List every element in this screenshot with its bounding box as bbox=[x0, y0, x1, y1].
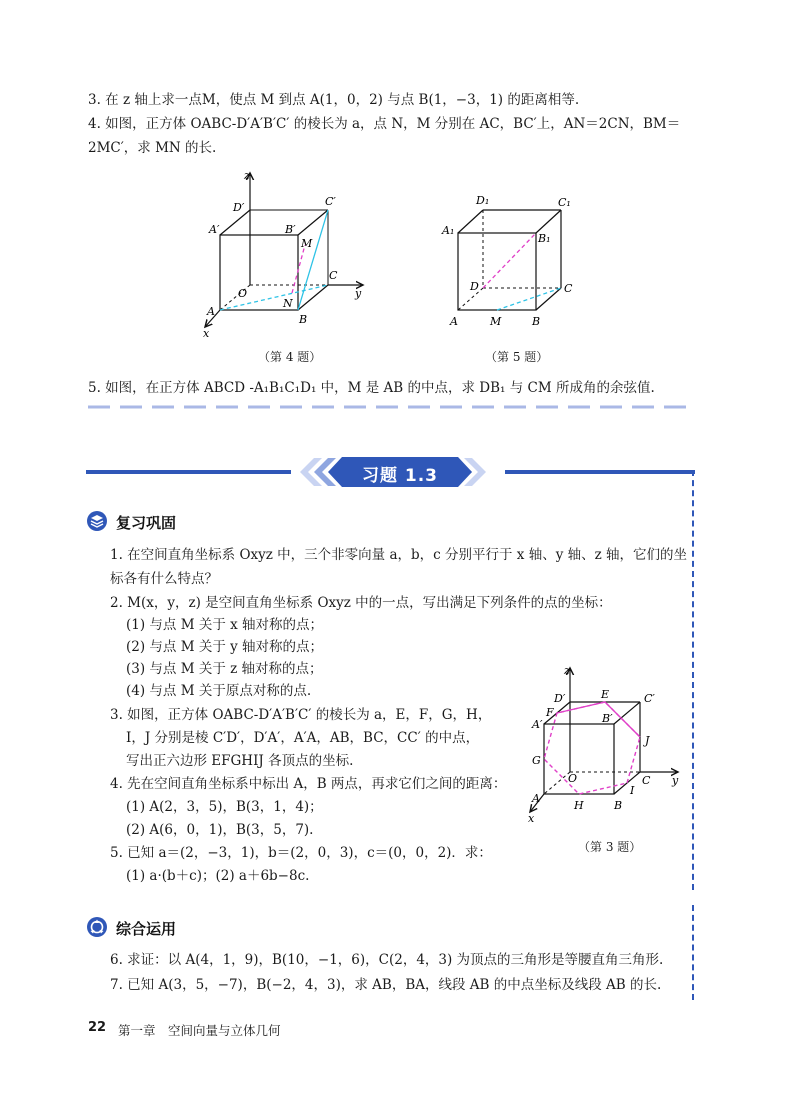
svg-text:D′: D′ bbox=[233, 201, 245, 214]
exercise-5-parts: (1) a·(b＋c)；(2) a＋6b−8c. bbox=[126, 868, 310, 884]
figure-5-caption: （第 5 题） bbox=[485, 350, 549, 364]
section-application-title: 综合运用 bbox=[116, 920, 177, 938]
exercise-2-part1: (1) 与点 M 关于 x 轴对称的点； bbox=[126, 617, 324, 633]
exercise-1-line2: 标各有什么特点？ bbox=[110, 571, 218, 587]
exercise-2: 2. M(x，y，z) 是空间直角坐标系 Oxyz 中的一点，写出满足下列条件的点的坐标： bbox=[110, 595, 612, 611]
fig4-label-z: z bbox=[244, 169, 250, 182]
question-4-line2: 2MC′，求 MN 的长. bbox=[88, 140, 217, 156]
figure-3-caption: （第 3 题） bbox=[578, 840, 642, 854]
svg-text:N: N bbox=[283, 297, 293, 310]
svg-text:D₁: D₁ bbox=[476, 194, 490, 207]
figure-3-cube-hexagon bbox=[518, 662, 688, 827]
question-4-line1: 4. 如图，正方体 OABC-D′A′B′C′ 的棱长为 a，点 N，M 分别在 AC，BC′上，AN＝2CN，BM＝ bbox=[88, 116, 681, 132]
svg-text:C₁: C₁ bbox=[558, 196, 571, 209]
figure-4-caption: （第 4 题） bbox=[258, 350, 322, 364]
exercise-title: 习题 1.3 bbox=[361, 466, 439, 486]
svg-text:y: y bbox=[355, 287, 362, 300]
svg-text:H: H bbox=[574, 799, 584, 812]
svg-text:B′: B′ bbox=[602, 712, 613, 725]
svg-text:C: C bbox=[642, 774, 651, 787]
frame-right-line bbox=[692, 470, 694, 890]
svg-text:D′: D′ bbox=[554, 692, 566, 705]
exercise-5: 5. 已知 a＝(2，−3，1)，b＝(2，0，3)，c＝(0，0，2)．求： bbox=[110, 845, 492, 861]
svg-text:y: y bbox=[672, 774, 679, 787]
svg-text:B: B bbox=[299, 313, 308, 326]
figure-5-cube bbox=[440, 188, 590, 333]
banner-line-right bbox=[505, 470, 695, 474]
layers-icon bbox=[86, 510, 108, 532]
exercise-7: 7. 已知 A(3，5，−7)，B(−2，4，3)，求 AB，BA，线段 AB 的中点坐标及线段 AB 的长. bbox=[110, 977, 662, 993]
svg-text:z: z bbox=[564, 664, 570, 677]
svg-text:x: x bbox=[203, 327, 210, 340]
svg-text:J: J bbox=[645, 734, 650, 747]
chapter-title: 第一章 空间向量与立体几何 bbox=[118, 1023, 281, 1038]
svg-text:M: M bbox=[490, 315, 502, 328]
exercise-4-part1: (1) A(2，3，5)，B(3，1，4)； bbox=[126, 799, 323, 815]
svg-text:I: I bbox=[630, 784, 635, 797]
exercise-2-part4: (4) 与点 M 关于原点对称的点. bbox=[126, 683, 312, 699]
svg-text:C′: C′ bbox=[325, 195, 336, 208]
svg-text:C: C bbox=[564, 282, 573, 295]
frame-right-line-lower bbox=[692, 905, 694, 1000]
svg-text:B: B bbox=[532, 315, 541, 328]
svg-text:A′: A′ bbox=[532, 718, 543, 731]
svg-text:D: D bbox=[470, 280, 479, 293]
svg-text:B: B bbox=[614, 799, 623, 812]
exercise-6: 6. 求证：以 A(4，1，9)，B(10，−1，6)，C(2，4，3) 为顶点的三角形是等腰直角三角形. bbox=[110, 952, 664, 968]
exercise-1-line1: 1. 在空间直角坐标系 Oxyz 中，三个非零向量 a，b，c 分别平行于 x 轴、y 轴、z 轴，它们的坐 bbox=[110, 547, 688, 563]
svg-text:M: M bbox=[301, 237, 313, 250]
page-number: 22 bbox=[88, 1020, 107, 1035]
exercise-3-line2: I，J 分别是棱 C′D′，D′A′，A′A，AB，BC，CC′ 的中点， bbox=[126, 730, 480, 746]
question-3: 3. 在 z 轴上求一点M，使点 M 到点 A(1，0，2) 与点 B(1，−3，1) 的距离相等. bbox=[88, 92, 580, 108]
section-review-title: 复习巩固 bbox=[116, 514, 177, 532]
svg-text:A: A bbox=[532, 792, 540, 805]
section-divider bbox=[88, 404, 694, 410]
exercise-2-part2: (2) 与点 M 关于 y 轴对称的点； bbox=[126, 639, 324, 655]
svg-text:B′: B′ bbox=[285, 223, 296, 236]
svg-text:O: O bbox=[568, 772, 578, 785]
svg-text:A: A bbox=[450, 315, 458, 328]
svg-text:A₁: A₁ bbox=[442, 224, 455, 237]
svg-text:B₁: B₁ bbox=[538, 232, 551, 245]
svg-text:x: x bbox=[528, 812, 535, 825]
exercise-2-part3: (3) 与点 M 关于 z 轴对称的点； bbox=[126, 661, 323, 677]
svg-text:O: O bbox=[238, 287, 248, 300]
exercise-3-line1: 3. 如图，正方体 OABC-D′A′B′C′ 的棱长为 a，E，F，G，H， bbox=[110, 707, 492, 723]
recycle-icon bbox=[86, 916, 108, 938]
exercise-4-part2: (2) A(6，0，1)，B(3，5，7). bbox=[126, 822, 314, 838]
svg-text:A: A bbox=[207, 305, 215, 318]
svg-text:C: C bbox=[329, 269, 338, 282]
svg-text:A′: A′ bbox=[209, 223, 220, 236]
svg-text:F: F bbox=[546, 706, 554, 719]
svg-text:C′: C′ bbox=[644, 692, 655, 705]
svg-text:G: G bbox=[532, 754, 541, 767]
exercise-3-line3: 写出正六边形 EFGHIJ 各顶点的坐标. bbox=[126, 753, 354, 769]
figure-4-cube bbox=[195, 165, 375, 345]
svg-text:E: E bbox=[601, 688, 610, 701]
banner-line-left bbox=[86, 470, 291, 474]
exercise-4: 4. 先在空间直角坐标系中标出 A，B 两点，再求它们之间的距离： bbox=[110, 776, 507, 792]
question-5: 5. 如图，在正方体 ABCD -A₁B₁C₁D₁ 中，M 是 AB 的中点，求 DB₁ 与 CM 所成角的余弦值. bbox=[88, 380, 655, 396]
